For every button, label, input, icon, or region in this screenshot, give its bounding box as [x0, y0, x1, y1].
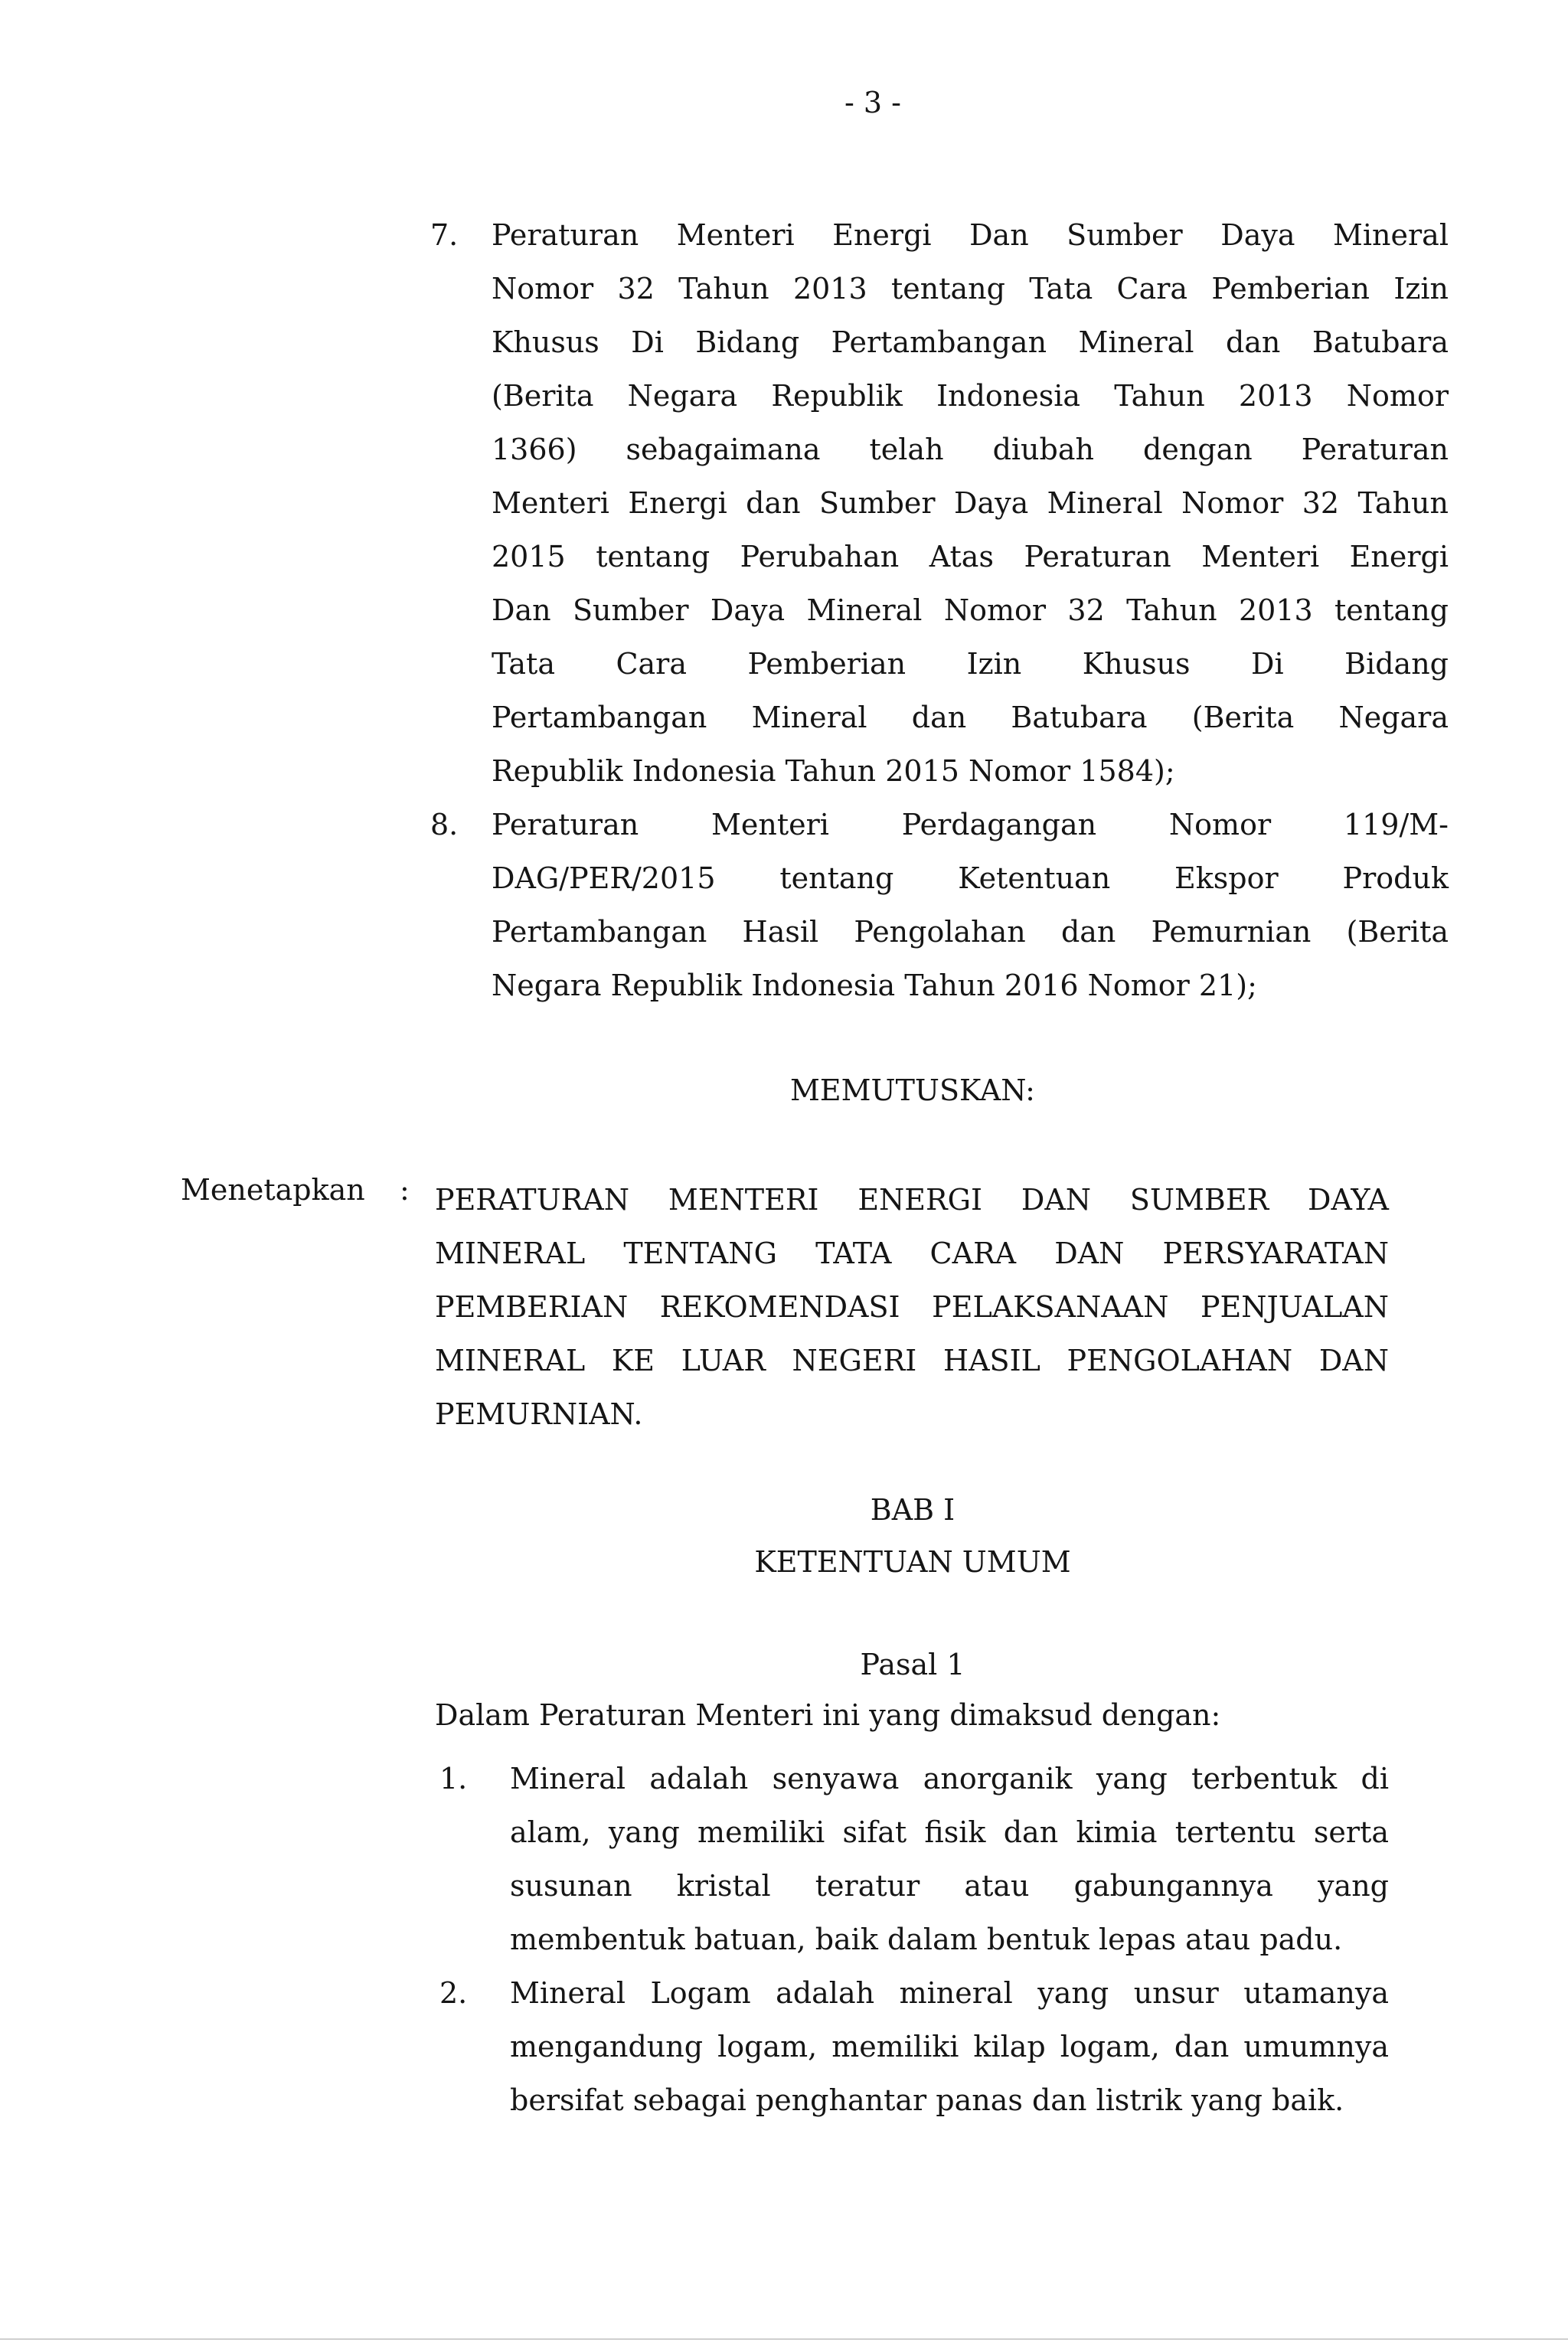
item-line: (Berita Negara Republik Indonesia Tahun 2013 Nomor — [492, 379, 1449, 413]
item-number: 2. — [439, 1976, 468, 2010]
item-number: 7. — [430, 218, 459, 252]
chapter-title: KETENTUAN UMUM — [754, 1545, 1071, 1579]
item-body — [492, 798, 1449, 1012]
chapter-number: BAB I — [870, 1493, 956, 1527]
page-number: - 3 - — [844, 86, 901, 119]
item-line: susunan kristal teratur atau gabungannya yang — [510, 1869, 1389, 1903]
item-line: Nomor 32 Tahun 2013 tentang Tata Cara Pemberian Izin — [492, 272, 1449, 306]
item-number: 8. — [430, 808, 459, 841]
decree-line: PERATURAN MENTERI ENERGI DAN SUMBER DAYA — [435, 1183, 1389, 1217]
article-intro: Dalam Peraturan Menteri ini yang dimaksud dengan: — [435, 1698, 1221, 1732]
decree-line: PEMBERIAN REKOMENDASI PELAKSANAAN PENJUALAN — [435, 1290, 1389, 1324]
item-line: Negara Republik Indonesia Tahun 2016 Nomor 21); — [492, 969, 1257, 1002]
decision-heading: MEMUTUSKAN: — [790, 1073, 1035, 1107]
item-line: Tata Cara Pemberian Izin Khusus Di Bidang — [492, 647, 1449, 681]
item-line: alam, yang memiliki sifat fisik dan kimia tertentu serta — [510, 1815, 1389, 1849]
item-line: Peraturan Menteri Perdagangan Nomor 119/M- — [492, 808, 1449, 841]
decree-title — [435, 1173, 1389, 1441]
item-line: Pertambangan Mineral dan Batubara (Berita Negara — [492, 701, 1449, 734]
decree-line: MINERAL TENTANG TATA CARA DAN PERSYARATAN — [435, 1237, 1389, 1270]
item-line: 2015 tentang Perubahan Atas Peraturan Menteri Energi — [492, 540, 1449, 573]
item-line: Dan Sumber Daya Mineral Nomor 32 Tahun 2013 tentang — [492, 593, 1449, 627]
item-line: 1366) sebagaimana telah diubah dengan Peraturan — [492, 433, 1449, 466]
item-line: Republik Indonesia Tahun 2015 Nomor 1584); — [492, 754, 1175, 788]
scan-edge-divider — [0, 2338, 1568, 2340]
decree-label: Menetapkan — [181, 1173, 365, 1207]
item-line: membentuk batuan, baik dalam bentuk lepas atau padu. — [510, 1923, 1343, 1956]
item-body — [492, 208, 1449, 798]
article-title: Pasal 1 — [860, 1648, 965, 1681]
item-line: Mineral adalah senyawa anorganik yang terbentuk di — [510, 1762, 1389, 1795]
item-body — [510, 1966, 1389, 2127]
decree-line: PEMURNIAN. — [435, 1397, 643, 1431]
item-line: bersifat sebagai penghantar panas dan listrik yang baik. — [510, 2083, 1344, 2117]
item-line: Mineral Logam adalah mineral yang unsur utamanya — [510, 1976, 1389, 2010]
item-line: Pertambangan Hasil Pengolahan dan Pemurnian (Berita — [492, 915, 1449, 949]
decree-line: MINERAL KE LUAR NEGERI HASIL PENGOLAHAN DAN — [435, 1344, 1389, 1377]
item-line: DAG/PER/2015 tentang Ketentuan Ekspor Produk — [492, 861, 1449, 895]
item-line: Menteri Energi dan Sumber Daya Mineral Nomor 32 Tahun — [492, 486, 1449, 520]
item-line: mengandung logam, memiliki kilap logam, dan umumnya — [510, 2030, 1389, 2063]
item-line: Peraturan Menteri Energi Dan Sumber Daya Mineral — [492, 218, 1449, 252]
item-body — [510, 1752, 1389, 1966]
item-line: Khusus Di Bidang Pertambangan Mineral dan Batubara — [492, 325, 1449, 359]
decree-colon: : — [400, 1173, 410, 1207]
item-number: 1. — [439, 1762, 468, 1795]
